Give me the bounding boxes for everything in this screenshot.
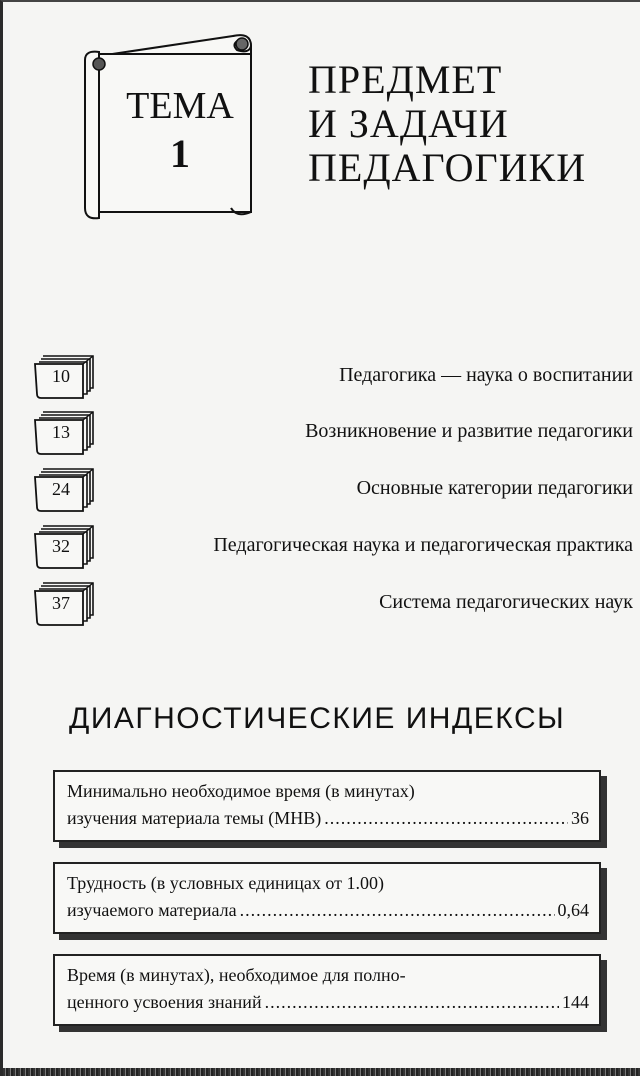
- page-title: [308, 58, 586, 190]
- topic-label: Основные категории педагогики: [356, 477, 633, 499]
- page-number: 37: [52, 593, 70, 613]
- page-number: 13: [52, 422, 70, 442]
- page-badge: [33, 524, 97, 570]
- title-line: ПРЕДМЕТ: [308, 57, 503, 102]
- topic-item[interactable]: [33, 467, 633, 515]
- page-number: 32: [52, 536, 70, 556]
- tema-number: 1: [170, 131, 190, 176]
- topic-label: Педагогическая наука и педагогическая практика: [213, 534, 633, 556]
- topic-item[interactable]: [33, 354, 633, 402]
- dot-leader: [240, 897, 555, 924]
- dot-leader: [265, 989, 559, 1016]
- title-line: И ЗАДАЧИ: [308, 101, 509, 146]
- topic-label: Педагогика — наука о воспитании: [339, 364, 633, 386]
- index-value: 36: [571, 808, 589, 828]
- index-description: изучения материала темы (МНВ): [67, 808, 322, 828]
- topic-label: Система педагогических наук: [379, 591, 633, 613]
- page-badge: [33, 581, 97, 627]
- diagnostics-heading: ДИАГНОСТИЧЕСКИЕ ИНДЕКСЫ: [69, 702, 566, 735]
- index-description: ценного усвоения знаний: [67, 992, 262, 1012]
- index-value: 0,64: [557, 900, 589, 920]
- page-badge: [33, 354, 97, 400]
- scroll-icon: [81, 32, 261, 224]
- index-description: Минимально необходимое время (в минутах): [67, 781, 415, 801]
- page-number: 24: [52, 479, 70, 499]
- index-description: Трудность (в условных единицах от 1.00): [67, 873, 384, 893]
- topic-item[interactable]: [33, 524, 633, 572]
- page-badge: [33, 467, 97, 513]
- tema-label: ТЕМА: [126, 85, 234, 127]
- index-description: Время (в минутах), необходимое для полно-: [67, 965, 406, 985]
- page-number: 10: [52, 366, 70, 386]
- topic-item[interactable]: [33, 410, 633, 458]
- dot-leader: [324, 805, 568, 832]
- title-line: ПЕДАГОГИКИ: [308, 145, 587, 190]
- topic-item[interactable]: [33, 581, 633, 629]
- topic-label: Возникновение и развитие педагогики: [305, 420, 633, 442]
- index-description: изучаемого материала: [67, 900, 237, 920]
- page-badge: [33, 410, 97, 456]
- diagnostic-index-box: [53, 770, 601, 842]
- topic-scroll-emblem: [81, 32, 261, 224]
- diagnostic-index-box: [53, 954, 601, 1026]
- diagnostic-index-box: [53, 862, 601, 934]
- index-value: 144: [562, 992, 589, 1012]
